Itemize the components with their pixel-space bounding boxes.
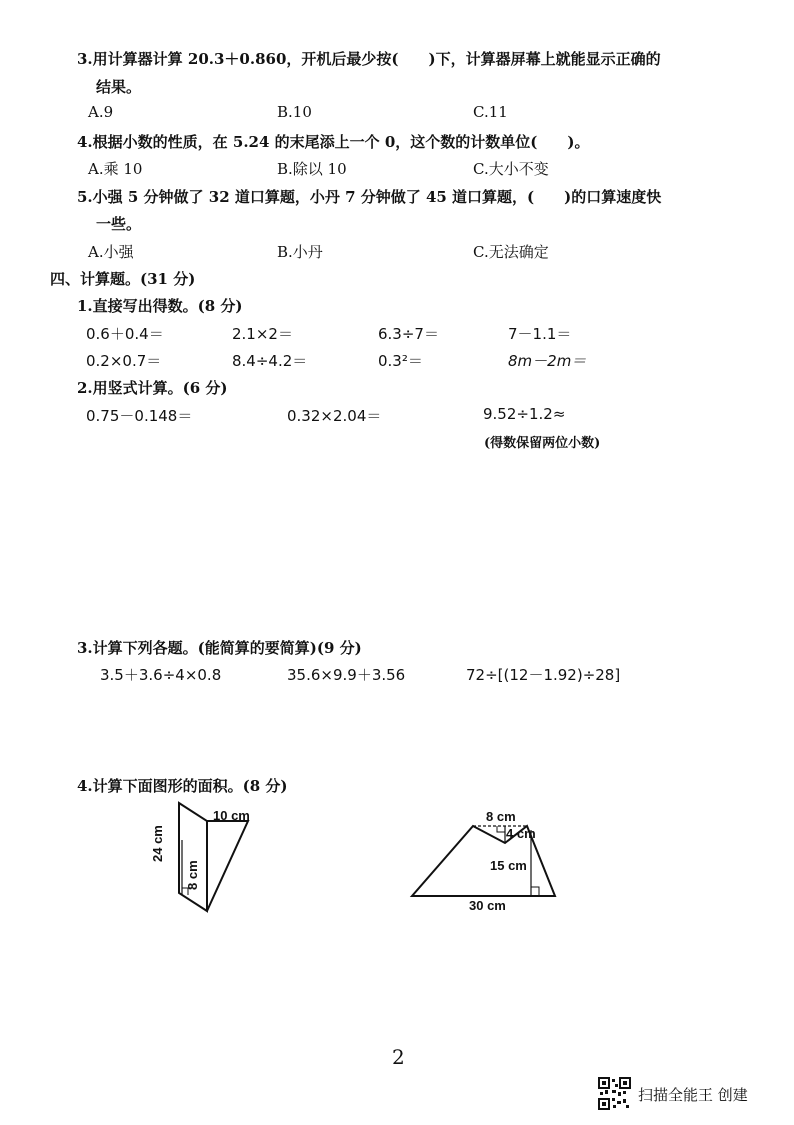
- q4-option-b: B.除以 10: [277, 160, 347, 178]
- q4-line1: 4.根据小数的性质，在 5.24 的末尾添上一个 0，这个数的计数单位( )。: [77, 133, 590, 151]
- qr-code-icon: [598, 1077, 631, 1110]
- mental-item: 6.3÷7＝: [378, 325, 439, 343]
- q3-option-a: A.9: [88, 103, 114, 121]
- simplify-item: 35.6×9.9＋3.56: [287, 666, 406, 684]
- part1-title: 1.直接写出得数。(8 分): [77, 297, 243, 315]
- q3-option-b: B.10: [277, 103, 312, 121]
- fig2-top-label: 8 cm: [486, 809, 516, 824]
- part2-title: 2.用竖式计算。(6 分): [77, 379, 228, 397]
- fig1-top-label: 10 cm: [213, 808, 250, 823]
- fig1-height-label: 8 cm: [185, 860, 200, 890]
- fig2-notch-label: 4 cm: [506, 826, 536, 841]
- q3-line2: 结果。: [96, 78, 142, 96]
- scanner-watermark: 扫描全能王 创建: [638, 1086, 748, 1104]
- fig2-height-label: 15 cm: [490, 858, 527, 873]
- vertical-item: 0.32×2.04＝: [287, 407, 382, 425]
- mental-item: 0.3²＝: [378, 352, 423, 370]
- vertical-item: 9.52÷1.2≈: [483, 405, 566, 423]
- page-number: 2: [392, 1045, 405, 1069]
- rounding-note: (得数保留两位小数): [484, 436, 601, 451]
- q5-line2: 一些。: [96, 215, 142, 233]
- mental-item: 8.4÷4.2＝: [232, 352, 308, 370]
- mental-item: 0.6＋0.4＝: [86, 325, 164, 343]
- mental-item: 7－1.1＝: [508, 325, 572, 343]
- q5-option-b: B.小丹: [277, 243, 323, 261]
- q3-line1: 3.用计算器计算 20.3＋0.860，开机后最少按( )下，计算器屏幕上就能显示正确的: [77, 50, 661, 68]
- section4-heading: 四、计算题。(31 分): [50, 270, 196, 288]
- q3-option-c: C.11: [473, 103, 508, 121]
- q5-option-c: C.无法确定: [473, 243, 549, 261]
- fig1-left-label: 24 cm: [150, 825, 165, 862]
- q4-option-c: C.大小不变: [473, 160, 549, 178]
- part3-title: 3.计算下列各题。(能简算的要简算)(9 分): [77, 639, 362, 657]
- q4-option-a: A.乘 10: [88, 160, 143, 178]
- mental-item: 2.1×2＝: [232, 325, 293, 343]
- fig2-bottom-label: 30 cm: [469, 898, 506, 913]
- vertical-item: 0.75－0.148＝: [86, 407, 193, 425]
- part4-title: 4.计算下面图形的面积。(8 分): [77, 777, 288, 795]
- simplify-item: 72÷[(12－1.92)÷28]: [466, 666, 621, 684]
- mental-item: 0.2×0.7＝: [86, 352, 162, 370]
- mental-item: 8m－2m＝: [508, 352, 587, 370]
- q5-option-a: A.小强: [88, 243, 134, 261]
- simplify-item: 3.5＋3.6÷4×0.8: [100, 666, 222, 684]
- q5-line1: 5.小强 5 分钟做了 32 道口算题，小丹 7 分钟做了 45 道口算题，( )的口算速度快: [77, 188, 662, 206]
